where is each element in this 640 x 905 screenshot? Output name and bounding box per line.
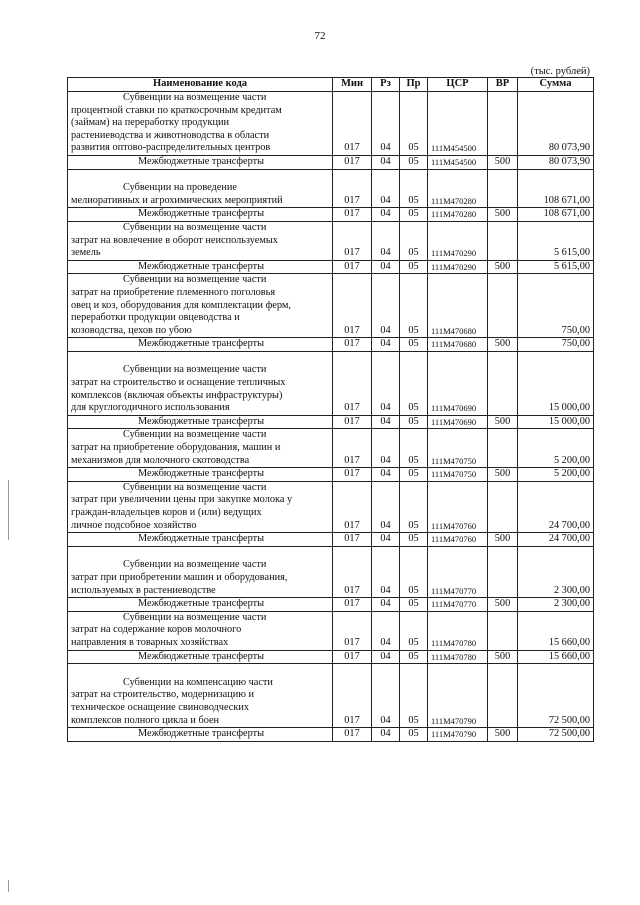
pr-cell: 05 (400, 728, 428, 742)
pr-cell: 05 (400, 533, 428, 547)
csr-cell: 111М470680 (428, 338, 488, 352)
item-name-cell (68, 92, 333, 156)
min-cell: 017 (333, 221, 372, 260)
table-body (68, 92, 594, 742)
vr-cell: 500 (488, 468, 518, 482)
name-line: Межбюджетные трансферты (138, 260, 265, 272)
name-line: направления в товарных хозяйствах (71, 636, 229, 648)
table-row (68, 169, 594, 208)
name-line: Субвенции на возмещение части (123, 274, 267, 286)
units-label: (тыс. рублей) (530, 66, 590, 77)
name-line: затрат на вовлечение в оборот неиспользуемых (71, 234, 278, 246)
vr-cell (488, 169, 518, 208)
item-name-cell (68, 274, 333, 338)
pr-cell: 05 (400, 92, 428, 156)
page-number: 72 (314, 30, 326, 42)
item-name-cell (68, 664, 333, 728)
name-line: Межбюджетные трансферты (138, 598, 265, 610)
name-line: Субвенции на возмещение части (123, 92, 267, 103)
rz-cell: 04 (372, 533, 400, 547)
vr-cell (488, 351, 518, 415)
pr-cell: 05 (400, 611, 428, 650)
name-line: Субвенции на возмещение части (123, 481, 267, 493)
csr-cell: 111М470290 (428, 260, 488, 274)
sum-cell: 72 500,00 (518, 664, 594, 728)
sum-cell: 80 073,90 (518, 155, 594, 169)
rz-cell: 04 (372, 208, 400, 222)
name-line: Субвенции на возмещение части (123, 221, 267, 233)
table-row (68, 208, 594, 222)
min-cell: 017 (333, 415, 372, 429)
vr-cell: 500 (488, 533, 518, 547)
pr-cell: 05 (400, 664, 428, 728)
table-row (68, 546, 594, 597)
item-name-cell (68, 169, 333, 208)
pr-cell: 05 (400, 208, 428, 222)
transfer-name-cell (68, 338, 333, 352)
header-sum: Сумма (518, 78, 594, 92)
vr-cell (488, 92, 518, 156)
vr-cell: 500 (488, 155, 518, 169)
blank-line (71, 664, 329, 677)
transfer-name-cell (68, 208, 333, 222)
min-cell: 017 (333, 664, 372, 728)
rz-cell: 04 (372, 664, 400, 728)
csr-cell: 111М470790 (428, 664, 488, 728)
csr-cell: 111М470680 (428, 274, 488, 338)
rz-cell: 04 (372, 468, 400, 482)
sum-cell: 72 500,00 (518, 728, 594, 742)
pr-cell: 05 (400, 155, 428, 169)
name-line: овец и коз, оборудования для комплектации ферм, (71, 299, 291, 311)
vr-cell: 500 (488, 650, 518, 664)
sum-cell: 15 000,00 (518, 351, 594, 415)
min-cell: 017 (333, 274, 372, 338)
pr-cell: 05 (400, 546, 428, 597)
vr-cell (488, 611, 518, 650)
name-line: Субвенции на возмещение части (123, 364, 267, 376)
vr-cell: 500 (488, 728, 518, 742)
sum-cell: 24 700,00 (518, 481, 594, 532)
table-row (68, 533, 594, 547)
vr-cell: 500 (488, 260, 518, 274)
rz-cell: 04 (372, 598, 400, 612)
min-cell: 017 (333, 533, 372, 547)
sum-cell: 24 700,00 (518, 533, 594, 547)
rz-cell: 04 (372, 274, 400, 338)
name-line: растениеводства и животноводства в области (71, 129, 270, 141)
pr-cell: 05 (400, 274, 428, 338)
blank-line (71, 352, 329, 365)
scan-margin-mark (8, 880, 9, 892)
header-name: Наименование кода (68, 78, 333, 92)
header-csr: ЦСР (428, 78, 488, 92)
name-line: мелиоративных и агрохимических мероприятий (71, 194, 283, 206)
min-cell: 017 (333, 546, 372, 597)
pr-cell: 05 (400, 468, 428, 482)
pr-cell: 05 (400, 598, 428, 612)
table-row (68, 351, 594, 415)
table-row (68, 260, 594, 274)
csr-cell: 111М470750 (428, 429, 488, 468)
name-line: комплексов полного цикла и боен (71, 714, 220, 726)
name-line: Межбюджетные трансферты (138, 155, 265, 167)
min-cell: 017 (333, 338, 372, 352)
min-cell: 017 (333, 611, 372, 650)
min-cell: 017 (333, 429, 372, 468)
item-name-cell (68, 429, 333, 468)
sum-cell: 108 671,00 (518, 169, 594, 208)
csr-cell: 111М470790 (428, 728, 488, 742)
transfer-name-cell (68, 468, 333, 482)
csr-cell: 111М470770 (428, 598, 488, 612)
pr-cell: 05 (400, 260, 428, 274)
name-line: комплексов (включая объекты инфраструктуры) (71, 389, 283, 401)
name-line: Межбюджетные трансферты (138, 208, 265, 220)
csr-cell: 111М470770 (428, 546, 488, 597)
min-cell: 017 (333, 260, 372, 274)
table-row (68, 92, 594, 156)
rz-cell: 04 (372, 169, 400, 208)
rz-cell: 04 (372, 415, 400, 429)
vr-cell (488, 546, 518, 597)
pr-cell: 05 (400, 481, 428, 532)
item-name-cell (68, 481, 333, 532)
csr-cell: 111М470280 (428, 169, 488, 208)
csr-cell: 111М470760 (428, 533, 488, 547)
rz-cell: 04 (372, 728, 400, 742)
header-pr: Пр (400, 78, 428, 92)
min-cell: 017 (333, 351, 372, 415)
sum-cell: 2 300,00 (518, 598, 594, 612)
name-line: затрат на строительство и оснащение тепличных (71, 377, 286, 389)
vr-cell: 500 (488, 415, 518, 429)
transfer-name-cell (68, 598, 333, 612)
name-line: Субвенции на проведение (123, 182, 237, 194)
rz-cell: 04 (372, 260, 400, 274)
name-line: механизмов для молочного скотоводства (71, 454, 250, 466)
name-line: козоводства, цехов по убою (71, 324, 192, 336)
min-cell: 017 (333, 92, 372, 156)
vr-cell: 500 (488, 208, 518, 222)
sum-cell: 5 200,00 (518, 429, 594, 468)
min-cell: 017 (333, 650, 372, 664)
name-line: Субвенции на возмещение части (123, 429, 267, 441)
table-row (68, 611, 594, 650)
name-line: Субвенции на компенсацию части (123, 676, 273, 688)
transfer-name-cell (68, 260, 333, 274)
min-cell: 017 (333, 208, 372, 222)
name-line: процентной ставки по краткосрочным кредитам (71, 104, 282, 116)
csr-cell: 111М470780 (428, 650, 488, 664)
sum-cell: 750,00 (518, 274, 594, 338)
pr-cell: 05 (400, 221, 428, 260)
sum-cell: 2 300,00 (518, 546, 594, 597)
rz-cell: 04 (372, 429, 400, 468)
vr-cell: 500 (488, 338, 518, 352)
pr-cell: 05 (400, 650, 428, 664)
sum-cell: 15 000,00 (518, 415, 594, 429)
scan-margin-mark (8, 480, 9, 540)
csr-cell: 111М470760 (428, 481, 488, 532)
name-line: Межбюджетные трансферты (138, 468, 265, 480)
name-line: развития оптово-распределительных центров (71, 142, 271, 154)
table-row (68, 664, 594, 728)
table-row (68, 650, 594, 664)
blank-line (71, 170, 329, 183)
name-line: Межбюджетные трансферты (138, 338, 265, 350)
name-line: переработки продукции овцеводства и (71, 312, 240, 324)
rz-cell: 04 (372, 338, 400, 352)
sum-cell: 108 671,00 (518, 208, 594, 222)
item-name-cell (68, 546, 333, 597)
pr-cell: 05 (400, 169, 428, 208)
table-row (68, 415, 594, 429)
sum-cell: 80 073,90 (518, 92, 594, 156)
sum-cell: 750,00 (518, 338, 594, 352)
csr-cell: 111М470780 (428, 611, 488, 650)
pr-cell: 05 (400, 351, 428, 415)
name-line: техническое оснащение свиноводческих (71, 701, 250, 713)
min-cell: 017 (333, 169, 372, 208)
min-cell: 017 (333, 468, 372, 482)
min-cell: 017 (333, 598, 372, 612)
budget-table (67, 77, 594, 742)
pr-cell: 05 (400, 415, 428, 429)
blank-line (71, 547, 329, 560)
name-line: личное подсобное хозяйство (71, 519, 197, 531)
table-row (68, 728, 594, 742)
rz-cell: 04 (372, 92, 400, 156)
transfer-name-cell (68, 650, 333, 664)
table-row (68, 338, 594, 352)
pr-cell: 05 (400, 429, 428, 468)
transfer-name-cell (68, 728, 333, 742)
rz-cell: 04 (372, 546, 400, 597)
csr-cell: 111М454500 (428, 92, 488, 156)
vr-cell (488, 481, 518, 532)
name-line: земель (71, 247, 101, 259)
sum-cell: 5 200,00 (518, 468, 594, 482)
name-line: затрат при увеличении цены при закупке молока у (71, 494, 293, 506)
table-row (68, 468, 594, 482)
vr-cell: 500 (488, 598, 518, 612)
name-line: затрат на приобретение оборудования, машин и (71, 442, 281, 454)
csr-cell: 111М454500 (428, 155, 488, 169)
table-header-row (68, 78, 594, 92)
min-cell: 017 (333, 155, 372, 169)
rz-cell: 04 (372, 351, 400, 415)
name-line: используемых в растениеводстве (71, 584, 216, 596)
sum-cell: 5 615,00 (518, 221, 594, 260)
table-row (68, 221, 594, 260)
min-cell: 017 (333, 481, 372, 532)
name-line: затрат на содержание коров молочного (71, 624, 242, 636)
csr-cell: 111М470690 (428, 415, 488, 429)
rz-cell: 04 (372, 481, 400, 532)
name-line: Межбюджетные трансферты (138, 415, 265, 427)
rz-cell: 04 (372, 155, 400, 169)
pr-cell: 05 (400, 338, 428, 352)
name-line: для круглогодичного использования (71, 402, 230, 414)
sum-cell: 15 660,00 (518, 650, 594, 664)
vr-cell (488, 429, 518, 468)
table-row (68, 598, 594, 612)
csr-cell: 111М470750 (428, 468, 488, 482)
vr-cell (488, 664, 518, 728)
sum-cell: 5 615,00 (518, 260, 594, 274)
transfer-name-cell (68, 415, 333, 429)
name-line: Межбюджетные трансферты (138, 650, 265, 662)
name-line: Субвенции на возмещение части (123, 559, 267, 571)
rz-cell: 04 (372, 611, 400, 650)
table-row (68, 274, 594, 338)
csr-cell: 111М470690 (428, 351, 488, 415)
name-line: Межбюджетные трансферты (138, 728, 265, 740)
table-row (68, 481, 594, 532)
rz-cell: 04 (372, 650, 400, 664)
sum-cell: 15 660,00 (518, 611, 594, 650)
header-min: Мин (333, 78, 372, 92)
transfer-name-cell (68, 155, 333, 169)
table-row (68, 429, 594, 468)
vr-cell (488, 274, 518, 338)
header-vr: ВР (488, 78, 518, 92)
csr-cell: 111М470280 (428, 208, 488, 222)
header-rz: Рз (372, 78, 400, 92)
table-row (68, 155, 594, 169)
name-line: затрат на строительство, модернизацию и (71, 689, 255, 701)
name-line: затрат при приобретении машин и оборудования, (71, 571, 288, 583)
item-name-cell (68, 221, 333, 260)
item-name-cell (68, 611, 333, 650)
rz-cell: 04 (372, 221, 400, 260)
item-name-cell (68, 351, 333, 415)
name-line: граждан-владельцев коров и (или) ведущих (71, 507, 262, 518)
name-line: затрат на приобретение племенного поголовья (71, 286, 276, 298)
name-line: Субвенции на возмещение части (123, 611, 267, 623)
name-line: Межбюджетные трансферты (138, 533, 265, 545)
name-line: (займам) на переработку продукции (71, 117, 230, 129)
min-cell: 017 (333, 728, 372, 742)
transfer-name-cell (68, 533, 333, 547)
vr-cell (488, 221, 518, 260)
csr-cell: 111М470290 (428, 221, 488, 260)
